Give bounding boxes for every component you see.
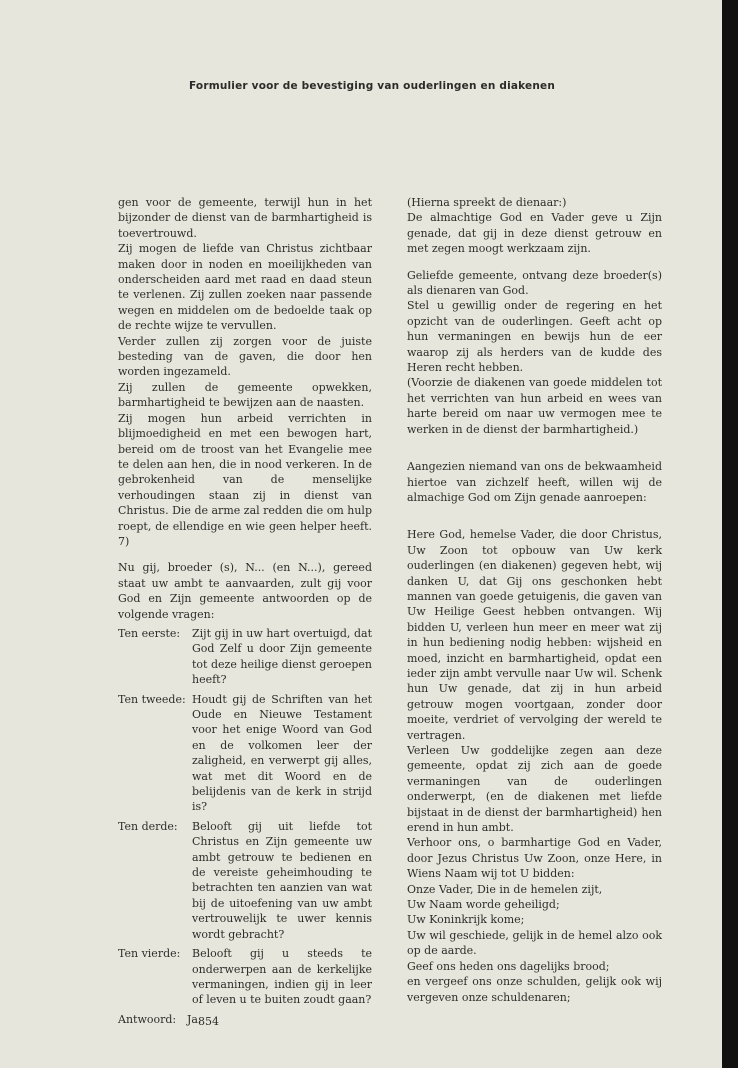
question-label: Ten vierde: — [118, 947, 181, 961]
paragraph: Aangezien niemand van ons de bekwaamheid hiertoe van zichzelf heeft, willen wij de almachige God om Zijn genade aanroepen: — [407, 460, 662, 504]
page-header-title: Formulier voor de bevestiging van ouderlingen en diakenen — [188, 80, 556, 92]
paragraph: Zij mogen hun arbeid verrichten in blijmoedigheid en met een bewogen hart, bereid om de troost van het Evangelie mee te delen aan hen, die in nood verkeren. In de gebrokenheid van de menselijke verhoudingen staan zij in dienst van Christus. Die de arme zal redden die om hulp roept, de ellendige en wie geen helper heeft. 7) — [118, 411, 372, 548]
question-label: Ten derde: — [118, 819, 178, 833]
answer-text: Ja. — [187, 1012, 202, 1026]
questions-intro: Nu gij, broeder (s), N... (en N...), gereed staat uw ambt te aanvaarden, zult gij voor God en Zijn gemeente antwoorden op de volgende vragen: — [118, 561, 372, 621]
page-edge — [722, 0, 738, 1068]
question-text: Belooft gij u steeds te onderwerpen aan de kerkelijke vermaningen, indien gij in leer of leven u te buiten zoudt gaan? — [192, 947, 372, 1007]
prayer-paragraph: Verhoor ons, o barmhartige God en Vader, door Jezus Christus Uw Zoon, onze Here, in Wiens Naam wij tot U bidden: — [407, 836, 662, 881]
paragraph: Verder zullen zij zorgen voor de juiste besteding van de gaven, die door hen worden ingezameld. — [118, 334, 372, 379]
prayer-line: Uw Koninkrijk kome; — [407, 913, 525, 927]
answer — [118, 1012, 372, 1027]
stage-direction: (Hierna spreekt de dienaar:) — [407, 196, 567, 209]
paragraph: gen voor de gemeente, terwijl hun in het bijzonder de dienst van de barmhartigheid is toevertrouwd. — [118, 196, 372, 240]
question-1 — [118, 626, 372, 688]
paragraph: De almachtige God en Vader geve u Zijn genade, dat gij in deze dienst getrouw en met zegen moogt werkzaam zijn. — [407, 211, 662, 256]
left-column — [118, 195, 372, 1027]
paragraph: Geliefde gemeente, ontvang deze broeder(s) als dienaren van God. — [407, 268, 662, 298]
question-2 — [118, 692, 372, 815]
question-text: Houdt gij de Schriften van het Oude en Nieuwe Testament voor het enige Woord van God en de volkomen leer der zaligheid, en verwerpt gij alles, wat met dit Woord en de belijdenis van de kerk in strijd is? — [192, 692, 372, 814]
question-label: Ten eerste: — [118, 626, 181, 640]
prayer-paragraph: Here God, hemelse Vader, die door Christus, Uw Zoon tot opbouw van Uw kerk ouderlingen (en diakenen) gegeven hebt, wij danken U, dat Gij ons geschonken hebt mannen van goede getuigenis, die gaven van Uw Heilige Geest hebben ontvangen. Wij bidden U, verleen hun meer en meer wat zij in hun bediening nodig hebben: wijsheid en moed, inzicht en barmhartigheid, opdat een ieder zijn ambt vervulle naar Uw wil. Schenk hun Uw genade, dat zij in hun arbeid getrouw mogen voortgaan, zonder door moeite, verdriet of vervolging der wereld te vertragen. — [407, 528, 662, 742]
question-text: Belooft gij uit liefde tot Christus en Zijn gemeente uw ambt getrouw te bedienen en de vereiste geheimhouding te betrachten ten aanzien van wat bij de uitoefening van uw ambt vertrouwelijk te uwer kennis wordt gebracht? — [192, 819, 372, 941]
question-4 — [118, 946, 372, 1008]
page-number: 854 — [198, 1015, 219, 1028]
right-column — [407, 195, 662, 1005]
prayer-paragraph: Verleen Uw goddelijke zegen aan deze gemeente, opdat zij zich aan de goede vermaningen van de ouderlingen onderwerpt, (en de diakenen met liefde bijstaat in de dienst der barmhartigheid) hen erend in hun ambt. — [407, 744, 662, 835]
prayer-line: Geef ons heden ons dagelijks brood; — [407, 959, 610, 973]
paragraph: Zij mogen de liefde van Christus zichtbaar maken door in noden en moeilijkheden van onderscheiden aard met raad en daad steun te verlenen. Zij zullen zoeken naar passende wegen en middelen om de bedoelde taak op de rechte wijze te vervullen. — [118, 242, 372, 333]
prayer-line: Uw Naam worde geheiligd; — [407, 898, 560, 912]
paragraph: Zij zullen de gemeente opwekken, barmhartigheid te bewijzen aan de naasten. — [118, 380, 372, 410]
question-label: Ten tweede: — [118, 692, 186, 706]
answer-label: Antwoord: — [118, 1012, 177, 1026]
prayer-line: Onze Vader, Die in de hemelen zijt, — [407, 882, 603, 896]
paragraph: (Voorzie de diakenen van goede middelen tot het verrichten van hun arbeid en wees van harte bereid om naar uw vermogen mee te werken in de dienst der barmhartigheid.) — [407, 376, 662, 436]
paragraph: Stel u gewillig onder de regering en het opzicht van de ouderlingen. Geeft acht op hun vermaningen en bewijs hun de eer waarop zij als herders van de kudde des Heren recht hebben. — [407, 299, 662, 375]
question-3 — [118, 819, 372, 942]
prayer-line: Uw wil geschiede, gelijk in de hemel alzo ook op de aarde. — [407, 928, 662, 958]
prayer-line: en vergeef ons onze schulden, gelijk ook wij vergeven onze schuldenaren; — [407, 975, 662, 1004]
question-text: Zijt gij in uw hart overtuigd, dat God Zelf u door Zijn gemeente tot deze heilige dienst geroepen heeft? — [192, 626, 372, 687]
